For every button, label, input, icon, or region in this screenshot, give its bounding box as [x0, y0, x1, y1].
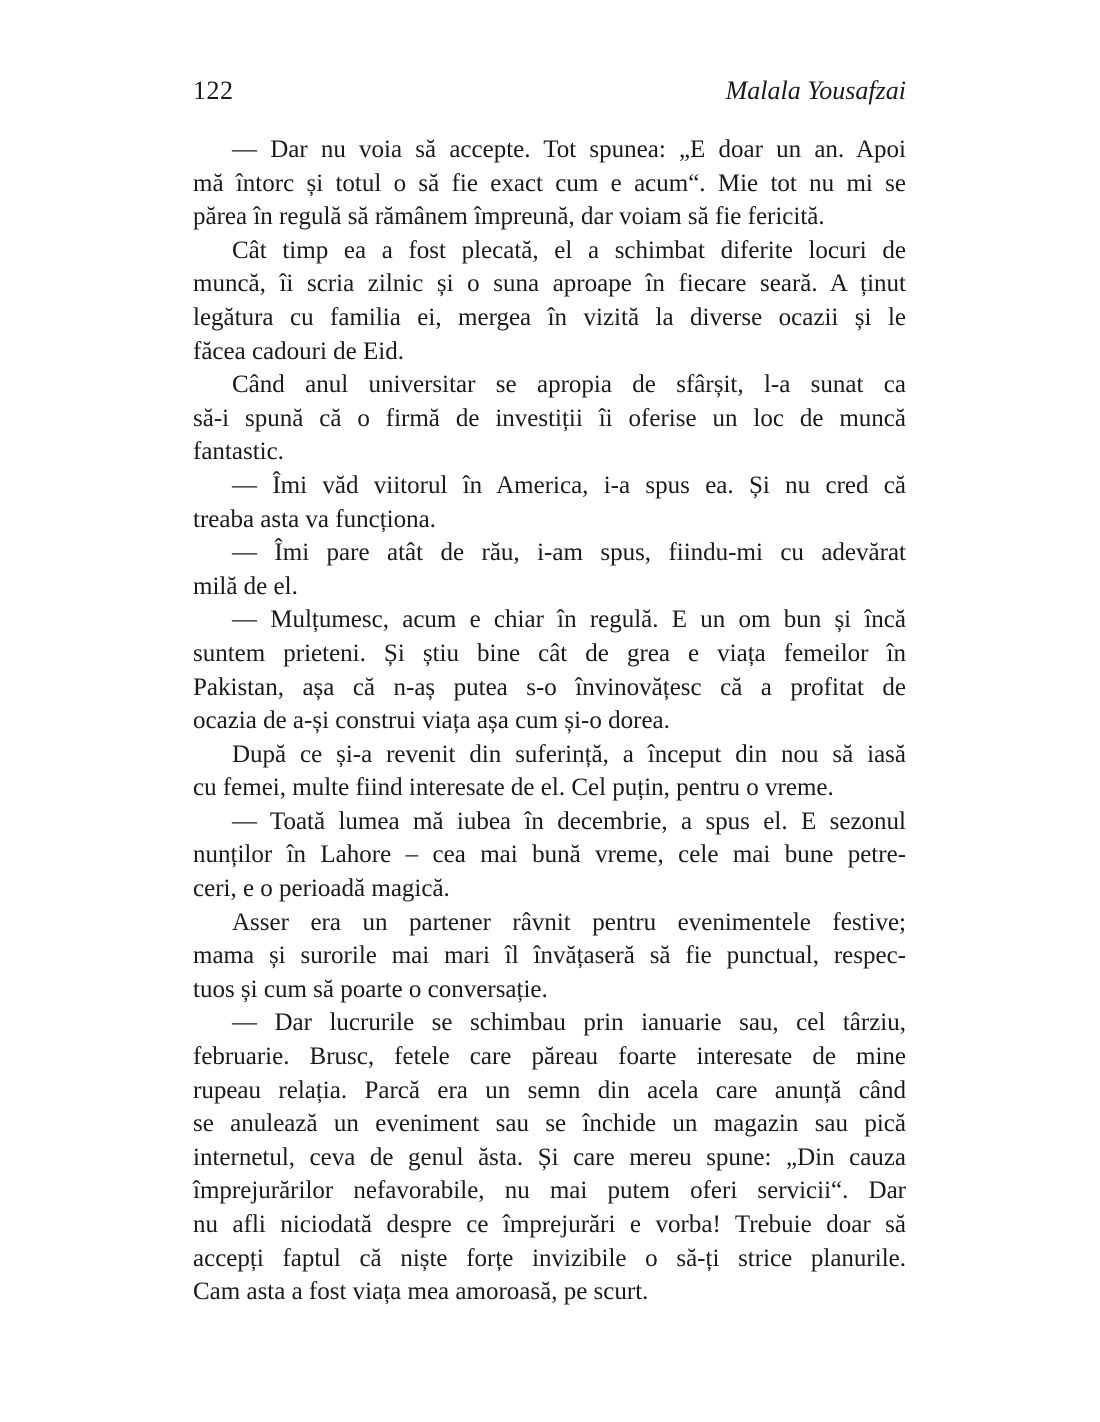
text-line: milă de el. — [193, 572, 298, 600]
text-line: ceri, e o perioadă magică. — [193, 875, 450, 903]
text-line: — Îmi văd viitorul în America, i-a spus ea. Și nu cred că — [232, 471, 906, 499]
text-line: Cât timp ea a fost plecată, el a schimbat diferite locuri de — [232, 236, 906, 264]
body-text — [193, 133, 906, 1309]
page-header — [193, 76, 906, 106]
text-line: suntem prieteni. Și știu bine cât de grea e viața femeilor în — [193, 639, 906, 667]
page-number: 122 — [193, 76, 234, 105]
text-line: — Dar nu voia să accepte. Tot spunea: „E doar un an. Apoi — [232, 136, 906, 163]
text-line: ocazia de a-și construi viața așa cum și-o dorea. — [193, 707, 670, 735]
paragraph — [193, 906, 906, 1007]
text-line: nu afli niciodată despre ce împrejurări e vorba! Trebuie doar să — [193, 1211, 906, 1238]
paragraph — [193, 603, 906, 737]
text-line: februarie. Brusc, fetele care păreau foarte interesate de mine — [193, 1043, 906, 1071]
text-line: internetul, ceva de genul ăsta. Și care mereu spune: „Din cauza — [193, 1143, 906, 1171]
text-line: mama și surorile mai mari îl învățaseră să fie punctual, respec- — [193, 942, 906, 970]
text-line: făcea cadouri de Eid. — [193, 337, 404, 365]
text-line: — Toată lumea mă iubea în decembrie, a spus el. E sezonul — [232, 807, 906, 835]
paragraph — [193, 133, 906, 234]
text-line: — Dar lucrurile se schimbau prin ianuarie sau, cel târziu, — [232, 1009, 906, 1037]
text-line: să-i spună că o firmă de investiții îi oferise un loc de muncă — [193, 404, 906, 432]
text-line: cu femei, multe fiind interesate de el. Cel puțin, pentru o vreme. — [193, 774, 834, 802]
text-line: Când anul universitar se apropia de sfârșit, l-a sunat ca — [232, 371, 906, 399]
text-line: împrejurărilor nefavorabile, nu mai putem oferi servicii“. Dar — [193, 1177, 906, 1205]
text-line: — Îmi pare atât de rău, i-am spus, fiindu-mi cu adevărat — [232, 539, 906, 567]
paragraph — [193, 738, 906, 805]
text-line: mă întorc și totul o să fie exact cum e acum“. Mie tot nu mi se — [193, 169, 906, 197]
text-line: se anulează un eveniment sau se închide un magazin sau pică — [193, 1110, 906, 1138]
text-line: rupeau relația. Parcă era un semn din acela care anunță când — [193, 1076, 906, 1104]
text-line: muncă, îi scria zilnic și o suna aproape în fiecare seară. A ținut — [193, 270, 906, 298]
paragraph — [193, 805, 906, 906]
text-line: nunților în Lahore – cea mai bună vreme, cele mai bune petre- — [193, 841, 906, 869]
text-line: fantastic. — [193, 438, 284, 466]
text-line: Asser era un partener râvnit pentru evenimentele festive; — [232, 908, 906, 936]
running-head: Malala Yousafzai — [725, 76, 906, 105]
paragraph — [193, 1006, 906, 1308]
text-line: După ce și-a revenit din suferință, a început din nou să iasă — [232, 740, 906, 768]
text-line: accepți faptul că niște forțe invizibile o să-ți strice planurile. — [193, 1244, 906, 1272]
paragraph — [193, 234, 906, 368]
text-line: treaba asta va funcționa. — [193, 505, 436, 533]
paragraph — [193, 368, 906, 469]
text-line: — Mulțumesc, acum e chiar în regulă. E un om bun și încă — [232, 606, 906, 634]
text-line: Pakistan, așa că n-aș putea s-o învinovățesc că a profitat de — [193, 673, 906, 701]
text-line: tuos și cum să poarte o conversație. — [193, 975, 548, 1003]
paragraph — [193, 469, 906, 536]
paragraph — [193, 536, 906, 603]
text-line: Cam asta a fost viața mea amoroasă, pe scurt. — [193, 1278, 649, 1306]
text-line: părea în regulă să rămânem împreună, dar voiam să fie fericită. — [193, 203, 825, 231]
text-line: legătura cu familia ei, mergea în vizită la diverse ocazii și le — [193, 303, 906, 331]
